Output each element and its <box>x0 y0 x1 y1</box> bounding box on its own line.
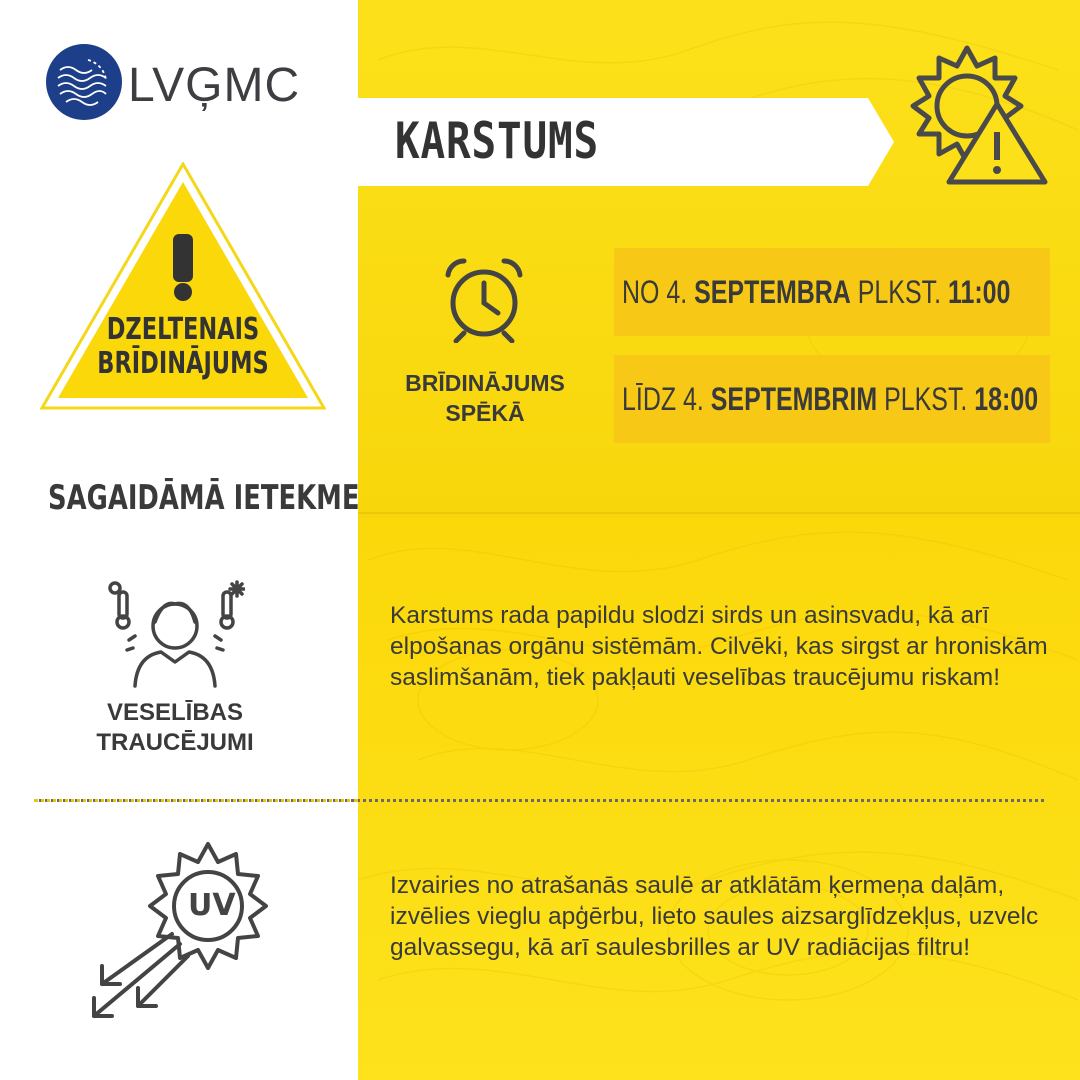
health-caption-line2: TRAUCĒJUMI <box>96 729 254 756</box>
health-impact-text: Karstums rada papildu slodzi sirds un asinsvadu, kā arī elpošanas orgānu sistēmām. Cilvēki, kas sirgst ar hroniskām saslimšanām, tiek pakļauti veselības traucējumu riskam! <box>390 602 1048 691</box>
uv-advice-text: Izvairies no atrašanās saulē ar atklātām ķermeņa daļām, izvēlies vieglu apģērbu, lieto saules aizsarglīdzekļus, uzvelc galvassegu, kā arī saulesbrilles ar UV radiācijas filtru! <box>390 872 1039 961</box>
logo-globe-icon <box>44 42 124 122</box>
page-title: KARSTUMS <box>395 112 600 170</box>
alarm-clock-icon <box>442 255 526 343</box>
warning-level-line2: BRĪDINĀJUMS <box>97 346 269 381</box>
valid-from-month: SEPTEMBRA <box>694 274 851 310</box>
uv-sun-icon <box>84 838 284 1028</box>
valid-to-text <box>622 381 1038 418</box>
uv-icon-label: UV <box>188 888 236 923</box>
health-caption <box>80 698 270 758</box>
health-person-icon <box>105 578 245 690</box>
impact-heading: SAGAIDĀMĀ IETEKME <box>48 478 360 518</box>
valid-to-time: 18:00 <box>974 381 1039 417</box>
valid-to-plkst: PLKST. <box>884 381 968 417</box>
brand-name: LVĢMC <box>128 59 301 112</box>
validity-caption-line2: SPĒKĀ <box>445 400 525 426</box>
valid-from-time: 11:00 <box>947 274 1011 310</box>
valid-to-row <box>614 355 1050 443</box>
valid-from-plkst: PLKST. <box>857 274 942 310</box>
valid-from-prefix: NO 4. <box>622 274 688 310</box>
validity-caption-line1: BRĪDINĀJUMS <box>405 370 565 396</box>
valid-to-prefix: LĪDZ 4. <box>622 381 704 417</box>
valid-from-row <box>614 248 1050 336</box>
sun-warning-icon <box>905 44 1055 189</box>
valid-to-month: SEPTEMBRIM <box>710 381 878 417</box>
section-divider-left <box>34 799 358 802</box>
valid-from-text <box>622 274 1010 311</box>
validity-caption <box>380 368 590 428</box>
warning-level-line1: DZELTENAIS <box>106 312 260 347</box>
health-caption-line1: VESELĪBAS <box>106 699 244 726</box>
